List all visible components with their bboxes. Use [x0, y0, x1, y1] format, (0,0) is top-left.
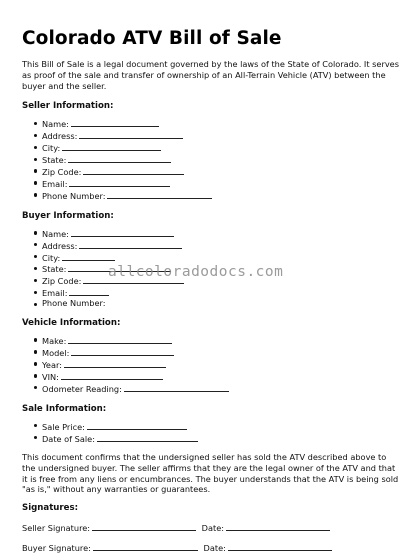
- seller-fields: [22, 118, 400, 201]
- seller-address-field: Address:: [34, 130, 400, 142]
- buyer-phone-field: Phone Number:: [34, 299, 400, 309]
- seller-heading: Seller Information:: [22, 101, 114, 112]
- buyer-name-blank[interactable]: [71, 228, 174, 237]
- closing-paragraph: This document confirms that the undersigned seller has sold the ATV described above to the undersigned buyer. The seller affirms that they are the legal owner of the ATV and that it is free from any liens or encumbrances. The buyer understands that the ATV is being sold "as is," without any warranties or guarantees.: [22, 452, 399, 495]
- buyer-signature-row: Buyer Signature: Date:: [22, 542, 400, 553]
- vehicle-fields: [22, 335, 400, 395]
- seller-zip-field: Zip Code:: [34, 166, 400, 178]
- signatures-heading: Signatures:: [22, 502, 79, 513]
- vehicle-vin-field: VIN:: [34, 371, 400, 383]
- document-page: [22, 28, 400, 553]
- buyer-state-field: State:: [34, 263, 400, 275]
- seller-phone-field: Phone Number:: [34, 190, 400, 202]
- seller-signature-blank[interactable]: [92, 522, 196, 531]
- seller-signature-row: Seller Signature: Date:: [22, 522, 400, 533]
- seller-email-field: Email:: [34, 178, 400, 190]
- seller-zip-blank[interactable]: [83, 166, 184, 175]
- seller-city-blank[interactable]: [62, 142, 161, 151]
- buyer-address-field: Address:: [34, 240, 400, 252]
- vehicle-odometer-blank[interactable]: [124, 383, 229, 392]
- seller-phone-blank[interactable]: [107, 190, 212, 199]
- seller-city-field: City:: [34, 142, 400, 154]
- buyer-heading: Buyer Information:: [22, 210, 114, 221]
- seller-name-blank[interactable]: [71, 118, 159, 127]
- intro-paragraph: This Bill of Sale is a legal document governed by the laws of the State of Colorado. It serves as proof of the sale and transfer of ownership of an All-Terrain Vehicle (ATV) between the buyer and the seller.: [22, 59, 399, 91]
- vehicle-year-blank[interactable]: [64, 359, 166, 368]
- vehicle-model-field: Model:: [34, 347, 400, 359]
- vehicle-make-blank[interactable]: [68, 335, 172, 344]
- seller-email-blank[interactable]: [69, 178, 170, 187]
- sale-fields: [22, 421, 400, 445]
- buyer-signature-blank[interactable]: [93, 542, 198, 551]
- sale-heading: Sale Information:: [22, 403, 107, 414]
- buyer-address-blank[interactable]: [79, 240, 182, 249]
- seller-name-field: Name:: [34, 118, 400, 130]
- buyer-email-field: Email:: [34, 287, 400, 299]
- buyer-city-field: City:: [34, 252, 400, 264]
- seller-date-blank[interactable]: [226, 522, 330, 531]
- vehicle-heading: Vehicle Information:: [22, 318, 121, 329]
- vehicle-year-field: Year:: [34, 359, 400, 371]
- buyer-date-blank[interactable]: [228, 542, 332, 551]
- seller-address-blank[interactable]: [79, 130, 183, 139]
- seller-state-blank[interactable]: [68, 154, 171, 163]
- watermark-text: allcoloradodocs.com: [108, 264, 284, 280]
- sale-date-blank[interactable]: [97, 433, 198, 442]
- vehicle-odometer-field: Odometer Reading:: [34, 383, 400, 395]
- vehicle-make-field: Make:: [34, 335, 400, 347]
- sale-date-field: Date of Sale:: [34, 433, 400, 445]
- vehicle-model-blank[interactable]: [71, 347, 174, 356]
- document-title: Colorado ATV Bill of Sale: [22, 28, 282, 49]
- sale-price-field: Sale Price:: [34, 421, 400, 433]
- buyer-email-blank[interactable]: [69, 287, 109, 296]
- buyer-name-field: Name:: [34, 228, 400, 240]
- seller-state-field: State:: [34, 154, 400, 166]
- vehicle-vin-blank[interactable]: [61, 371, 163, 380]
- sale-price-blank[interactable]: [87, 421, 187, 430]
- buyer-city-blank[interactable]: [62, 252, 115, 261]
- buyer-zip-field: Zip Code:: [34, 275, 400, 287]
